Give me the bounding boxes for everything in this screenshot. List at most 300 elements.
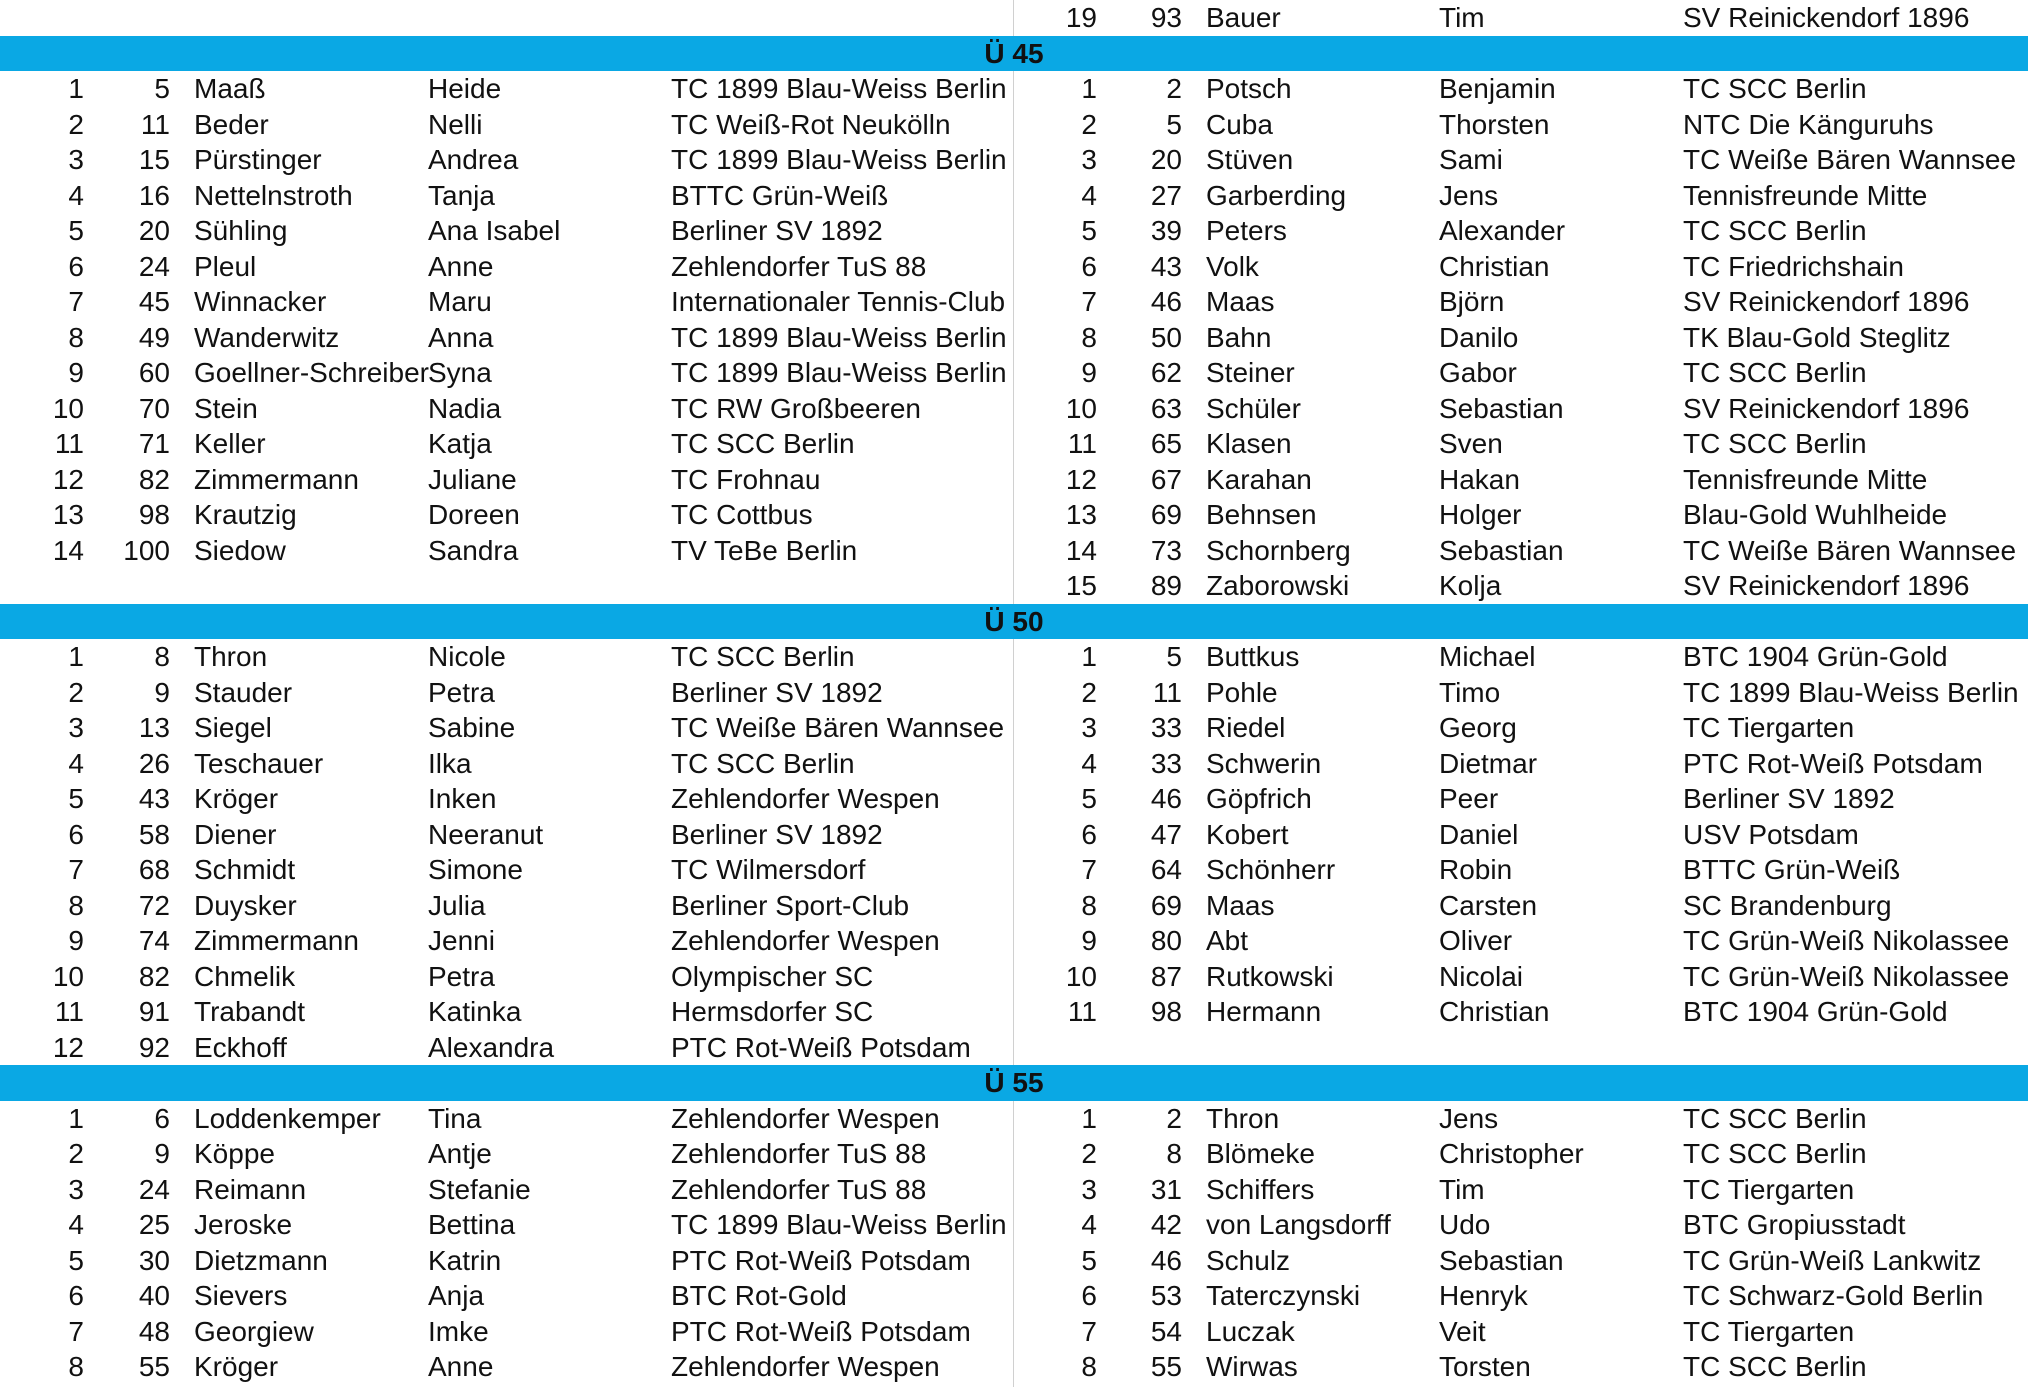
club-cell: TV TeBe Berlin [671, 534, 858, 566]
rank-cell: 2 [68, 1138, 84, 1169]
firstname-cell: Nicole [428, 641, 506, 672]
right-table-row [0, 781, 2028, 817]
firstname-cell: Petra [428, 960, 495, 992]
club-cell: SV Reinickendorf 1896 [1683, 2, 1970, 33]
surname-cell: Abt [1206, 925, 1249, 956]
rank-cell: 10 [52, 960, 84, 992]
age-group-header: Ü 55 [0, 1065, 2028, 1101]
firstname-cell: Bettina [428, 1209, 516, 1240]
surname-cell: Schiffers [1206, 1173, 1315, 1205]
club-cell: PTC Rot-Weiß Potsdam [671, 1315, 971, 1347]
seed-cell: 16 [138, 179, 170, 211]
firstname-cell: Imke [428, 1315, 489, 1347]
rank-cell: 8 [1081, 321, 1097, 353]
surname-cell: Garberding [1206, 179, 1347, 211]
club-cell: TK Blau-Gold Steglitz [1683, 321, 1951, 353]
club-cell: TC Wilmersdorf [671, 854, 866, 885]
seed-cell: 58 [138, 818, 170, 850]
club-cell: TC Weiße Bären Wannsee [1683, 534, 2017, 566]
club-cell: PTC Rot-Weiß Potsdam [1683, 747, 1983, 779]
seed-cell: 64 [1150, 854, 1182, 885]
surname-cell: Thron [194, 641, 268, 672]
surname-cell: Bauer [1206, 2, 1281, 33]
surname-cell: Schmidt [194, 854, 296, 885]
firstname-cell: Christian [1439, 996, 1550, 1027]
seed-cell: 60 [138, 357, 170, 388]
club-cell: TC SCC Berlin [1683, 428, 1867, 459]
club-cell: TC Tiergarten [1683, 1315, 1855, 1347]
club-cell: BTC Gropiusstadt [1683, 1209, 1906, 1240]
seed-cell: 40 [138, 1280, 170, 1311]
rank-cell: 11 [54, 428, 84, 459]
firstname-cell: Tanja [428, 179, 495, 211]
firstname-cell: Jenni [428, 925, 495, 956]
rank-cell: 14 [1065, 534, 1097, 566]
rank-cell: 8 [68, 321, 84, 353]
surname-cell: Chmelik [194, 960, 296, 992]
seed-cell: 74 [138, 925, 170, 956]
surname-cell: Bahn [1206, 321, 1272, 353]
surname-cell: Köppe [194, 1138, 275, 1169]
rank-cell: 1 [68, 1102, 84, 1134]
club-cell: Tennisfreunde Mitte [1683, 179, 1928, 211]
rank-cell: 10 [1065, 392, 1097, 424]
firstname-cell: Michael [1439, 641, 1536, 672]
club-cell: SV Reinickendorf 1896 [1683, 286, 1970, 317]
firstname-cell: Udo [1439, 1209, 1491, 1240]
surname-cell: Volk [1206, 250, 1259, 282]
right-table-row [0, 852, 2028, 888]
club-cell: Zehlendorfer Wespen [671, 1102, 940, 1134]
rank-cell: 6 [68, 250, 84, 282]
seed-cell: 93 [1150, 2, 1182, 33]
club-cell: Zehlendorfer TuS 88 [671, 1173, 927, 1205]
surname-cell: Pohle [1206, 676, 1278, 708]
surname-cell: Duysker [194, 889, 297, 921]
firstname-cell: Katrin [428, 1244, 502, 1276]
firstname-cell: Henryk [1439, 1280, 1528, 1311]
firstname-cell: Katinka [428, 996, 522, 1027]
firstname-cell: Sebastian [1439, 1244, 1564, 1276]
seed-cell: 50 [1150, 321, 1182, 353]
surname-cell: Teschauer [194, 747, 324, 779]
rank-cell: 15 [1065, 570, 1097, 601]
firstname-cell: Gabor [1439, 357, 1517, 388]
seed-cell: 91 [138, 996, 170, 1027]
seed-cell: 25 [138, 1209, 170, 1240]
club-cell: BTTC Grün-Weiß [671, 179, 889, 211]
rank-cell: 3 [1081, 144, 1097, 175]
seed-cell: 65 [1150, 428, 1182, 459]
seed-cell: 24 [138, 1173, 170, 1205]
firstname-cell: Alexander [1439, 215, 1566, 246]
firstname-cell: Hakan [1439, 463, 1520, 495]
surname-cell: Klasen [1206, 428, 1292, 459]
club-cell: TC SCC Berlin [1683, 1138, 1867, 1169]
rank-cell: 8 [1081, 889, 1097, 921]
seed-cell: 67 [1150, 463, 1182, 495]
club-cell: TC SCC Berlin [671, 747, 855, 779]
seed-cell: 55 [138, 1351, 170, 1382]
club-cell: Blau-Gold Wuhlheide [1683, 499, 1948, 530]
seed-cell: 62 [1150, 357, 1182, 388]
rank-cell: 1 [1081, 641, 1097, 672]
rank-cell: 10 [52, 392, 84, 424]
seed-cell: 49 [138, 321, 170, 353]
firstname-cell: Inken [428, 783, 497, 814]
club-cell: BTC Rot-Gold [671, 1280, 847, 1311]
right-table-row [0, 107, 2028, 143]
surname-cell: Beder [194, 108, 269, 140]
right-table-row [0, 533, 2028, 569]
firstname-cell: Sebastian [1439, 534, 1564, 566]
seed-cell: 46 [1150, 783, 1182, 814]
firstname-cell: Ilka [428, 747, 472, 779]
club-cell: TC Weiß-Rot Neukölln [671, 108, 951, 140]
right-table-row [0, 497, 2028, 533]
firstname-cell: Jens [1439, 179, 1499, 211]
seed-cell: 2 [1166, 1102, 1182, 1134]
seed-cell: 55 [1150, 1351, 1182, 1382]
club-cell: USV Potsdam [1683, 818, 1859, 850]
seed-cell: 69 [1150, 889, 1182, 921]
rank-cell: 2 [68, 676, 84, 708]
club-cell: Berliner SV 1892 [1683, 783, 1895, 814]
rank-cell: 9 [1081, 925, 1097, 956]
rank-cell: 3 [1081, 1173, 1097, 1205]
firstname-cell: Danilo [1439, 321, 1519, 353]
seed-cell: 42 [1150, 1209, 1182, 1240]
firstname-cell: Christopher [1439, 1138, 1584, 1169]
club-cell: Hermsdorfer SC [671, 996, 874, 1027]
right-table-row [0, 426, 2028, 462]
surname-cell: Stüven [1206, 144, 1294, 175]
rank-cell: 3 [68, 144, 84, 175]
club-cell: Olympischer SC [671, 960, 874, 992]
firstname-cell: Holger [1439, 499, 1522, 530]
seed-cell: 98 [1150, 996, 1182, 1027]
rank-cell: 7 [1081, 286, 1097, 317]
seed-cell: 20 [1150, 144, 1182, 175]
club-cell: Zehlendorfer TuS 88 [671, 1138, 927, 1169]
seed-cell: 80 [1150, 925, 1182, 956]
right-table-row [0, 1101, 2028, 1137]
club-cell: TC Grün-Weiß Lankwitz [1683, 1244, 1982, 1276]
seed-cell: 33 [1150, 712, 1182, 743]
club-cell: TC 1899 Blau-Weiss Berlin [671, 73, 1007, 104]
seed-cell: 82 [138, 960, 170, 992]
firstname-cell: Maru [428, 286, 492, 317]
seed-cell: 33 [1150, 747, 1182, 779]
surname-cell: Stein [194, 392, 258, 424]
seed-cell: 20 [138, 215, 170, 246]
right-table-row [0, 1207, 2028, 1243]
firstname-cell: Sven [1439, 428, 1503, 459]
surname-cell: Karahan [1206, 463, 1312, 495]
right-table-row [0, 994, 2028, 1030]
surname-cell: Buttkus [1206, 641, 1300, 672]
right-table-row [0, 71, 2028, 107]
seed-cell: 72 [138, 889, 170, 921]
firstname-cell: Julia [428, 889, 486, 921]
club-cell: TC SCC Berlin [1683, 357, 1867, 388]
rank-cell: 8 [68, 1351, 84, 1382]
firstname-cell: Veit [1439, 1315, 1486, 1347]
firstname-cell: Neeranut [428, 818, 544, 850]
firstname-cell: Alexandra [428, 1031, 555, 1063]
right-table-row [0, 142, 2028, 178]
club-cell: TC Tiergarten [1683, 712, 1855, 743]
rank-cell: 6 [1081, 818, 1097, 850]
surname-cell: Eckhoff [194, 1031, 287, 1063]
seed-cell: 8 [1166, 1138, 1182, 1169]
right-table-row [0, 391, 2028, 427]
club-cell: Zehlendorfer TuS 88 [671, 250, 927, 282]
surname-cell: Zimmermann [194, 925, 359, 956]
firstname-cell: Petra [428, 676, 495, 708]
right-table-row [0, 1136, 2028, 1172]
right-table-row [0, 639, 2028, 675]
firstname-cell: Kolja [1439, 570, 1502, 601]
seed-cell: 63 [1150, 392, 1182, 424]
surname-cell: Rutkowski [1206, 960, 1334, 992]
club-cell: Berliner Sport-Club [671, 889, 910, 921]
club-cell: TC Weiße Bären Wannsee [1683, 144, 2017, 175]
surname-cell: Schwerin [1206, 747, 1322, 779]
club-cell: TC Grün-Weiß Nikolassee [1683, 960, 2010, 992]
club-cell: TC 1899 Blau-Weiss Berlin [671, 321, 1007, 353]
rank-cell: 11 [1067, 996, 1097, 1027]
surname-cell: Jeroske [194, 1209, 293, 1240]
surname-cell: Pürstinger [194, 144, 322, 175]
rank-cell: 2 [1081, 1138, 1097, 1169]
seed-cell: 5 [154, 73, 170, 104]
firstname-cell: Benjamin [1439, 73, 1556, 104]
surname-cell: Schönherr [1206, 854, 1336, 885]
right-table-row [0, 0, 2028, 36]
seed-cell: 6 [154, 1102, 170, 1134]
seed-cell: 31 [1150, 1173, 1182, 1205]
surname-cell: Trabandt [194, 996, 306, 1027]
club-cell: TC RW Großbeeren [671, 392, 921, 424]
club-cell: Berliner SV 1892 [671, 215, 883, 246]
seed-cell: 45 [138, 286, 170, 317]
club-cell: Berliner SV 1892 [671, 676, 883, 708]
rank-cell: 6 [1081, 1280, 1097, 1311]
surname-cell: Keller [194, 428, 266, 459]
surname-cell: Dietzmann [194, 1244, 328, 1276]
surname-cell: Loddenkemper [194, 1102, 381, 1134]
seed-cell: 47 [1150, 818, 1182, 850]
club-cell: TC SCC Berlin [1683, 215, 1867, 246]
firstname-cell: Tina [428, 1102, 482, 1134]
firstname-cell: Antje [428, 1138, 492, 1169]
seed-cell: 5 [1166, 108, 1182, 140]
surname-cell: Wirwas [1206, 1351, 1298, 1382]
rank-cell: 7 [68, 286, 84, 317]
seed-cell: 73 [1150, 534, 1182, 566]
right-table-row [0, 213, 2028, 249]
seed-cell: 13 [138, 712, 170, 743]
rank-cell: 19 [1065, 2, 1097, 33]
surname-cell: Wanderwitz [194, 321, 340, 353]
surname-cell: Blömeke [1206, 1138, 1315, 1169]
club-cell: Internationaler Tennis-Club [671, 286, 1006, 317]
seed-cell: 2 [1166, 73, 1182, 104]
club-cell: Berliner SV 1892 [671, 818, 883, 850]
right-table-row [0, 746, 2028, 782]
rank-cell: 8 [68, 889, 84, 921]
surname-cell: Thron [1206, 1102, 1280, 1134]
club-cell: TC Cottbus [671, 499, 813, 530]
firstname-cell: Peer [1439, 783, 1499, 814]
surname-cell: Georgiew [194, 1315, 314, 1347]
firstname-cell: Christian [1439, 250, 1550, 282]
right-table-row [0, 959, 2028, 995]
firstname-cell: Sabine [428, 712, 516, 743]
firstname-cell: Anne [428, 1351, 494, 1382]
surname-cell: Schüler [1206, 392, 1301, 424]
firstname-cell: Robin [1439, 854, 1513, 885]
right-table-row [0, 355, 2028, 391]
firstname-cell: Daniel [1439, 818, 1519, 850]
seed-cell: 43 [1150, 250, 1182, 282]
club-cell: PTC Rot-Weiß Potsdam [671, 1244, 971, 1276]
surname-cell: Riedel [1206, 712, 1286, 743]
seed-cell: 9 [154, 1138, 170, 1169]
rank-cell: 14 [52, 534, 84, 566]
seed-cell: 69 [1150, 499, 1182, 530]
club-cell: TC Grün-Weiß Nikolassee [1683, 925, 2010, 956]
rank-cell: 12 [52, 463, 84, 495]
rank-cell: 4 [68, 747, 84, 779]
club-cell: TC 1899 Blau-Weiss Berlin [671, 357, 1007, 388]
club-cell: TC Friedrichshain [1683, 250, 1904, 282]
surname-cell: Reimann [194, 1173, 307, 1205]
right-table-row [0, 817, 2028, 853]
rank-cell: 7 [1081, 854, 1097, 885]
surname-cell: Krautzig [194, 499, 297, 530]
seed-cell: 70 [138, 392, 170, 424]
surname-cell: Sühling [194, 215, 288, 246]
firstname-cell: Stefanie [428, 1173, 531, 1205]
rank-cell: 4 [1081, 747, 1097, 779]
surname-cell: Kobert [1206, 818, 1289, 850]
rank-cell: 9 [68, 925, 84, 956]
rank-cell: 7 [68, 854, 84, 885]
club-cell: TC Frohnau [671, 463, 821, 495]
club-cell: PTC Rot-Weiß Potsdam [671, 1031, 971, 1063]
rank-cell: 11 [1067, 428, 1097, 459]
surname-cell: Diener [194, 818, 277, 850]
rank-cell: 11 [54, 996, 84, 1027]
firstname-cell: Torsten [1439, 1351, 1531, 1382]
rank-cell: 9 [1081, 357, 1097, 388]
rank-cell: 6 [1081, 250, 1097, 282]
right-table-row [0, 568, 2028, 604]
surname-cell: Zimmermann [194, 463, 359, 495]
firstname-cell: Carsten [1439, 889, 1538, 921]
club-cell: Zehlendorfer Wespen [671, 1351, 940, 1382]
rank-cell: 12 [1065, 463, 1097, 495]
surname-cell: Nettelnstroth [194, 179, 353, 211]
surname-cell: Cuba [1206, 108, 1273, 140]
firstname-cell: Oliver [1439, 925, 1513, 956]
club-cell: TC Schwarz-Gold Berlin [1683, 1280, 1984, 1311]
rank-cell: 5 [68, 215, 84, 246]
seed-cell: 43 [138, 783, 170, 814]
seed-cell: 71 [138, 428, 170, 459]
rank-cell: 5 [68, 783, 84, 814]
surname-cell: Maas [1206, 889, 1275, 921]
rank-cell: 3 [1081, 712, 1097, 743]
left-table-row [0, 1030, 2028, 1066]
surname-cell: Hermann [1206, 996, 1322, 1027]
seed-cell: 30 [138, 1244, 170, 1276]
firstname-cell: Doreen [428, 499, 520, 530]
firstname-cell: Sandra [428, 534, 519, 566]
rank-cell: 1 [68, 73, 84, 104]
right-table-row [0, 284, 2028, 320]
firstname-cell: Ana Isabel [428, 215, 561, 246]
rank-cell: 1 [1081, 1102, 1097, 1134]
surname-cell: Siegel [194, 712, 272, 743]
firstname-cell: Simone [428, 854, 523, 885]
firstname-cell: Tim [1439, 2, 1485, 33]
seed-cell: 54 [1150, 1315, 1182, 1347]
club-cell: Zehlendorfer Wespen [671, 925, 940, 956]
seed-cell: 89 [1150, 570, 1182, 601]
club-cell: TC 1899 Blau-Weiss Berlin [1683, 676, 2019, 708]
rank-cell: 7 [68, 1315, 84, 1347]
surname-cell: Behnsen [1206, 499, 1317, 530]
firstname-cell: Anne [428, 250, 494, 282]
seed-cell: 98 [138, 499, 170, 530]
surname-cell: Luczak [1206, 1315, 1295, 1347]
rank-cell: 9 [68, 357, 84, 388]
rank-cell: 4 [68, 1209, 84, 1240]
rank-cell: 10 [1065, 960, 1097, 992]
seed-cell: 48 [138, 1315, 170, 1347]
club-cell: TC 1899 Blau-Weiss Berlin [671, 144, 1007, 175]
seed-cell: 46 [1150, 1244, 1182, 1276]
rank-cell: 2 [1081, 676, 1097, 708]
right-table-row [0, 888, 2028, 924]
seed-cell: 26 [138, 747, 170, 779]
firstname-cell: Anna [428, 321, 494, 353]
firstname-cell: Sebastian [1439, 392, 1564, 424]
seed-cell: 46 [1150, 286, 1182, 317]
surname-cell: Stauder [194, 676, 293, 708]
club-cell: BTC 1904 Grün-Gold [1683, 996, 1948, 1027]
surname-cell: Schornberg [1206, 534, 1351, 566]
surname-cell: Göpfrich [1206, 783, 1312, 814]
right-table-row [0, 1349, 2028, 1385]
surname-cell: Kröger [194, 783, 279, 814]
right-table-row [0, 1278, 2028, 1314]
seed-cell: 11 [140, 108, 170, 140]
seed-cell: 87 [1150, 960, 1182, 992]
rank-cell: 5 [1081, 215, 1097, 246]
surname-cell: Potsch [1206, 73, 1292, 104]
rank-cell: 8 [1081, 1351, 1097, 1382]
rank-cell: 12 [52, 1031, 84, 1063]
firstname-cell: Sami [1439, 144, 1503, 175]
firstname-cell: Andrea [428, 144, 519, 175]
rank-cell: 7 [1081, 1315, 1097, 1347]
right-table-row [0, 923, 2028, 959]
firstname-cell: Nicolai [1439, 960, 1524, 992]
